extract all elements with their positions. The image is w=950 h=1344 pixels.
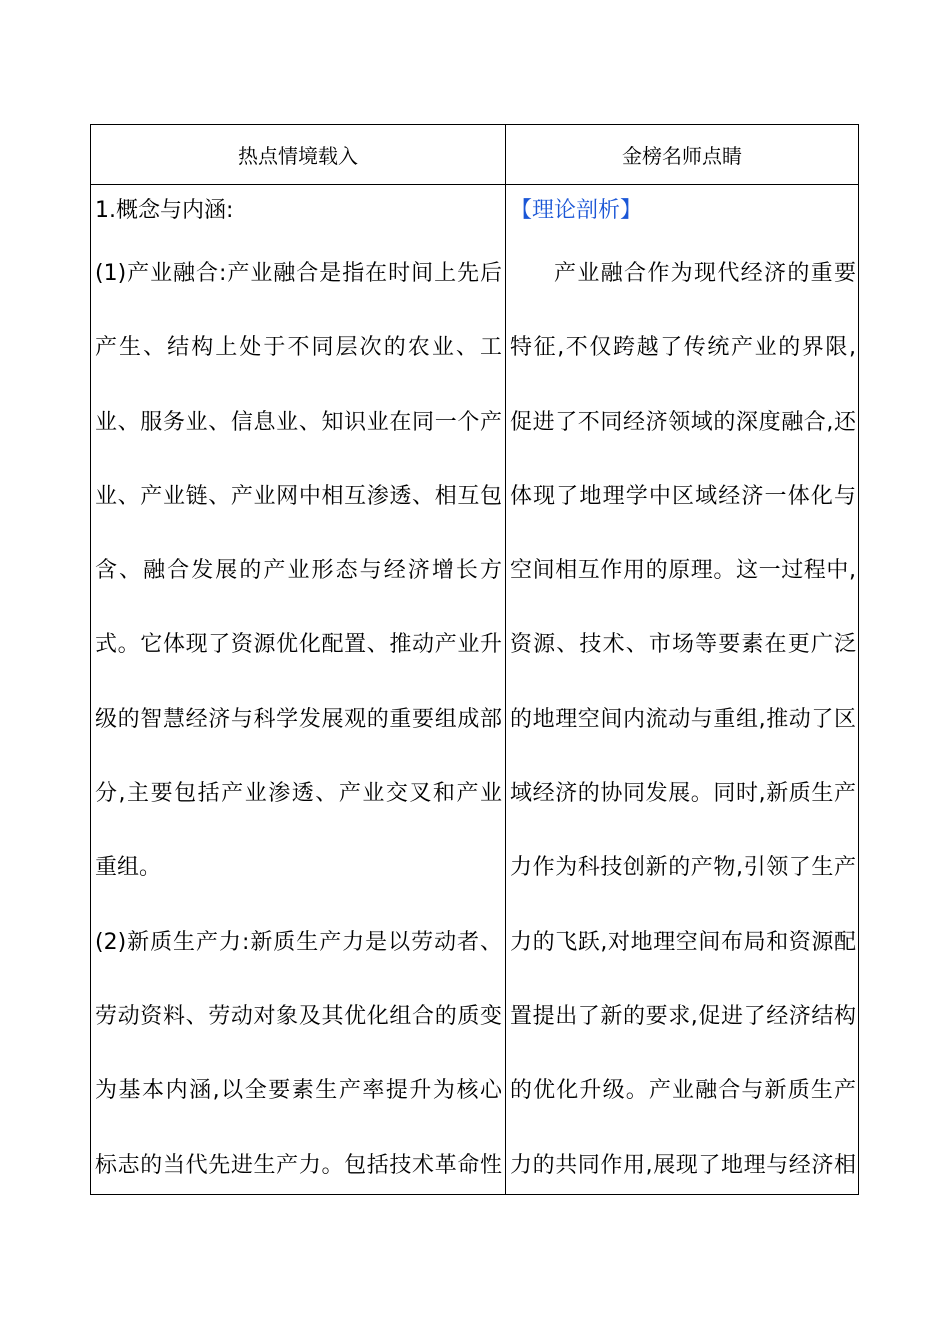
right-heading: 【理论剖析】: [510, 198, 643, 223]
column-divider: [505, 125, 506, 1194]
right-line: 域经济的协同发展。同时,新质生产: [510, 781, 856, 807]
right-line: 体现了地理学中区域经济一体化与: [510, 483, 856, 509]
right-line: 力作为科技创新的产物,引领了生产: [510, 855, 856, 881]
right-line: 置提出了新的要求,促进了经济结构: [510, 1003, 856, 1029]
right-line: 产业融合作为现代经济的重要: [554, 261, 856, 286]
left-line: 式。它体现了资源优化配置、推动产业升: [95, 632, 502, 658]
right-line: 的地理空间内流动与重组,推动了区: [510, 706, 856, 732]
left-line: (2)新质生产力:新质生产力是以劳动者、: [95, 929, 502, 955]
left-line: 分,主要包括产业渗透、产业交叉和产业: [95, 781, 502, 807]
right-line: 力的飞跃,对地理空间布局和资源配: [510, 929, 856, 955]
left-line: 级的智慧经济与科学发展观的重要组成部: [95, 706, 502, 732]
left-line: (1)产业融合:产业融合是指在时间上先后: [95, 261, 502, 286]
right-line: 促进了不同经济领域的深度融合,还: [510, 409, 856, 435]
left-column: [95, 185, 502, 1213]
left-line: 重组。: [95, 855, 162, 881]
content-table: [90, 124, 859, 1195]
right-line: 空间相互作用的原理。这一过程中,: [510, 558, 856, 584]
right-column: [510, 185, 856, 1213]
right-line: 资源、技术、市场等要素在更广泛: [510, 632, 856, 658]
header-left: 热点情境载入: [238, 144, 358, 168]
left-line: 标志的当代先进生产力。包括技术革命性: [95, 1152, 502, 1178]
left-line: 1.概念与内涵:: [95, 198, 234, 223]
left-line: 业、服务业、信息业、知识业在同一个产: [95, 409, 502, 435]
right-line: 特征,不仅跨越了传统产业的界限,: [510, 335, 856, 361]
left-line: 含、融合发展的产业形态与经济增长方: [95, 558, 502, 584]
left-line: 为基本内涵,以全要素生产率提升为核心: [95, 1078, 502, 1104]
left-line: 产生、结构上处于不同层次的农业、工: [95, 335, 502, 361]
right-line: 的优化升级。产业融合与新质生产: [510, 1078, 856, 1104]
left-line: 劳动资料、劳动对象及其优化组合的质变: [95, 1003, 502, 1029]
left-line: 业、产业链、产业网中相互渗透、相互包: [95, 483, 502, 509]
right-line: 力的共同作用,展现了地理与经济相: [510, 1152, 856, 1178]
header-right: 金榜名师点睛: [622, 144, 742, 168]
